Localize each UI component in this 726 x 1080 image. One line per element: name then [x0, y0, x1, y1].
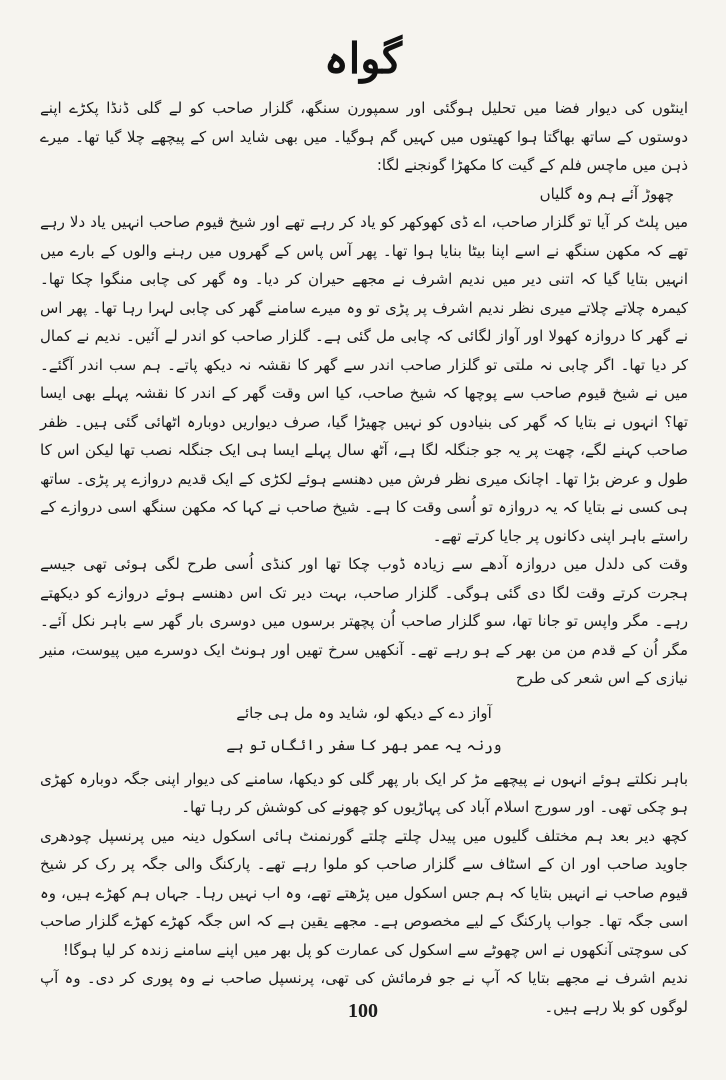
paragraph: کچھ دیر بعد ہم مختلف گلیوں میں پیدل چلتے چلتے گورنمنٹ ہائی اسکول دینہ میں پرنسپل چودھری جاوید صاحب اور ان کے اسٹاف سے گلزار صاحب کو ملوا رہے تھے۔ پارکنگ والی جگہ پر رک کر شیخ قیوم صاحب نے انہیں بتایا کہ ہم جس اسکول میں پڑھتے تھے، وہ اب نہیں رہا۔ جہاں ہم کھڑے ہیں، وہ اسی جگہ تھا۔ جواب پارکنگ کے لیے مخصوص ہے۔ مجھے یقین ہے کہ اس جگہ کھڑے کھڑے گلزار صاحب کی سوچتی آنکھوں نے اس چھوٹے سے اسکول کی عمارت کو پل بھر میں اپنے سامنے زندہ کر لیا ہوگا! [40, 826, 688, 959]
paragraph: اینٹوں کی دیوار فضا میں تحلیل ہوگئی اور سمپورن سنگھ، گلزار صاحب کو لے گلی ڈنڈا پکڑے اپنے دوستوں کے ساتھ بھاگتا ہوا کھیتوں میں کہیں گم ہوگیا۔ میں بھی شاید اس کے پیچھے چلا گیا تھا۔ میرے ذہن میں ماچس فلم کے گیت کا مکھڑا گونجنے لگا: [40, 99, 688, 174]
verse-line: آواز دے کے دیکھ لو، شاید وہ مل ہی جائے [236, 703, 492, 722]
paragraph: وقت کی دلدل میں دروازہ آدھے سے زیادہ ڈوب چکا تھا اور کنڈی اُسی طرح لگی ہوئی تھی جیسے ہجرت کرتے وقت لگا دی گئی ہوگی۔ گلزار صاحب، بہت دیر تک اس دھنسے ہوئے دروازے کو دیکھتے رہے۔ مگر واپس تو جانا تھا، سو گلزار صاحب اُن پچھتر برسوں میں دوسری بار گھر سے باہر نکل آئے۔ مگر اُن کے قدم من من بھر کے ہو رہے تھے۔ آنکھیں سرخ تھیں اور ہونٹ ایک دوسرے میں پیوست، منیر نیازی کے اس شعر کی طرح [40, 555, 688, 687]
paragraph: باہر نکلتے ہوئے انہوں نے پیچھے مڑ کر ایک بار پھر گلی کو دیکھا، سامنے کی دیوار اپنی جگہ دوبارہ کھڑی ہو چکی تھی۔ اور سورج اسلام آباد کی پہاڑیوں کو چھونے کی کوشش کر رہا تھا۔ [40, 769, 688, 816]
page-number: 100 [348, 1000, 378, 1022]
page-body [40, 94, 688, 1021]
paragraph: ندیم اشرف نے مجھے بتایا کہ آپ نے جو فرمائش کی تھی، پرنسپل صاحب نے وہ پوری کر دی۔ وہ آپ لوگوں کو بلا رہے ہیں۔ [40, 969, 688, 1016]
chapter-title: گواہ [324, 34, 402, 83]
paragraph: میں پلٹ کر آیا تو گلزار صاحب، اے ڈی کھوکھر کو یاد کر رہے تھے اور شیخ قیوم صاحب انہیں یاد دلا رہے تھے کہ مکھن سنگھ نے اسے اپنا بیٹا بنایا ہوا تھا۔ پھر آس پاس کے گھروں میں رہنے والوں کے بارے میں انہیں بتایا گیا کہ اتنی دیر میں ندیم اشرف نے مجھے حیران کر دیا۔ وہ گھر کی چابی منگوا چکا تھا۔ کیمرہ چلاتے چلاتے میری نظر ندیم اشرف پر پڑی تو وہ میرے سامنے گھر کی چابی لہرا رہا تھا۔ پھر اس نے گھر کا دروازہ کھولا اور آواز لگائی کہ چابی مل گئی ہے۔ گلزار صاحب کو اندر لے آئیں۔ ندیم نے کمال کر دیا تھا۔ اگر چابی نہ ملتی تو گلزار صاحب اندر سے گھر کا نقشہ نہ دیکھ پاتے۔ ہم سب اندر آگئے۔ میں نے شیخ قیوم صاحب سے پوچھا کہ شیخ صاحب، کیا اس وقت گھر کے اندر کا نقشہ پہلے بھی ایسا تھا؟ انہوں نے بتایا کہ گھر کی بنیادوں کو نہیں چھیڑا گیا، صرف دیواریں دوبارہ اٹھائی گئی ہیں۔ ظفر صاحب کہنے لگے، چھت پر یہ جو جنگلہ لگا ہے، آٹھ سال پہلے ایسا ہی ایک جنگلہ نصب تھا لیکن اس کا طول و عرض بڑا تھا۔ اچانک میری نظر فرش میں دھنسے ہوئے لکڑی کے ایک قدیم دروازے پر پڑی۔ ساتھ ہی کسی نے بتایا کہ یہ دروازہ تو اُسی وقت کا ہے۔ شیخ صاحب نے کہا کہ مکھن سنگھ اسی دروازے کے راستے باہر اپنی دکانوں پر جایا کرتے تھے۔ [40, 213, 688, 545]
poem-couplet [40, 697, 688, 761]
verse-line: ورنہ یہ عمر بھر کا سفر رائگاں تو ہے [226, 735, 502, 754]
song-line: چھوڑ آئے ہم وہ گلیاں [539, 184, 674, 203]
